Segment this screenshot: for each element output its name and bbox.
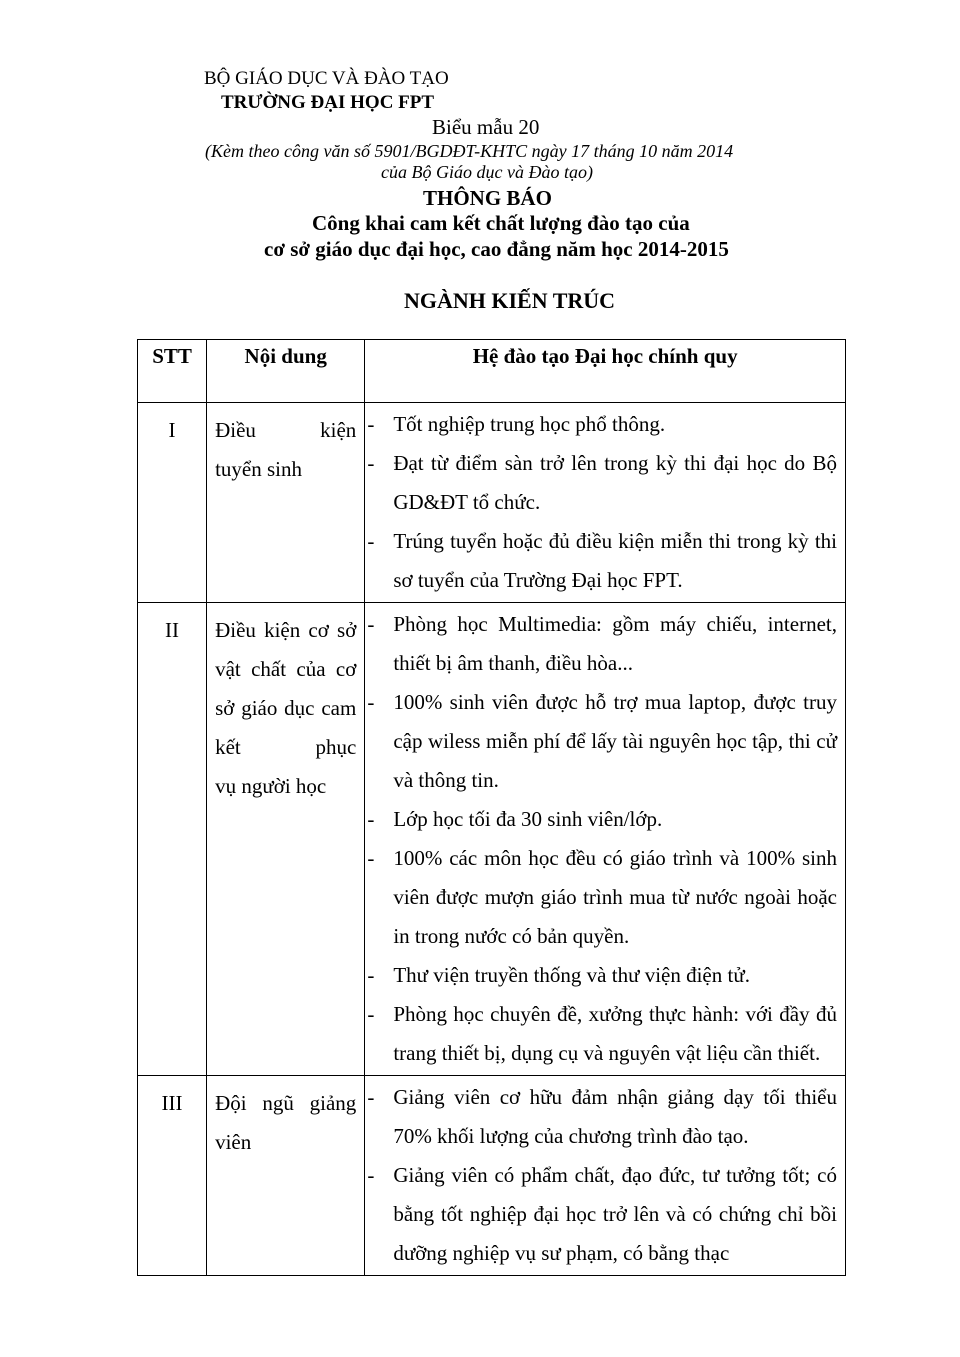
list-item: - Thư viện truyền thống và thư viện điện tử. — [367, 963, 750, 987]
list-item-text: Thư viện truyền thống và thư viện điện tử. — [393, 963, 750, 987]
list-item-text: Trúng tuyển hoặc đủ điều kiện miễn thi trong kỳ thi sơ tuyển của Trường Đại học FPT. — [393, 529, 837, 592]
header-program: Hệ đào tạo Đại học chính quy — [365, 340, 846, 403]
list-item-text: 100% các môn học đều có giáo trình và 100% sinh viên được mượn giáo trình mua từ nước ngoài hoặc in trong nước có bản quyền. — [393, 846, 837, 948]
list-item: - Trúng tuyển hoặc đủ điều kiện miễn thi trong kỳ thi sơ tuyển của Trường Đại học FPT. — [367, 529, 837, 592]
row-stt: III — [138, 1076, 207, 1276]
list-item: - Tốt nghiệp trung học phổ thông. — [367, 412, 666, 436]
list-item-text: 100% sinh viên được hỗ trợ mua laptop, được truy cập wiless miễn phí để lấy tài nguyên học tập, thi cử và thông tin. — [393, 690, 837, 792]
row-stt: II — [138, 603, 207, 1076]
list-item-text: Phòng học chuyên đề, xưởng thực hành: với đầy đủ trang thiết bị, dụng cụ và nguyên vật liệu cần thiết. — [393, 1002, 837, 1065]
list-item-text: Lớp học tối đa 30 sinh viên/lớp. — [393, 807, 663, 831]
notice-title: THÔNG BÁO — [423, 186, 552, 210]
reference-line-2: của Bộ Giáo dục và Đào tạo) — [381, 162, 593, 182]
form-number: Biểu mẫu 20 — [432, 115, 540, 139]
row-content-text-end: vụ người học — [215, 774, 327, 798]
list-item: - Lớp học tối đa 30 sinh viên/lớp. — [367, 807, 663, 831]
list-item: - Đạt từ điểm sàn trở lên trong kỳ thi đại học do Bộ GD&ĐT tổ chức. — [367, 451, 837, 514]
row-content — [207, 1076, 365, 1276]
row-content-text: Đội ngũ giảng — [215, 1091, 357, 1115]
row-content-text: Điều kiện — [215, 418, 357, 442]
table-row — [138, 403, 846, 603]
list-item-text: Tốt nghiệp trung học phổ thông. — [393, 412, 666, 436]
list-item: - Giảng viên có phẩm chất, đạo đức, tư tưởng tốt; có bằng tốt nghiệp đại học trở lên và có chứng chỉ bồi dưỡng nghiệp vụ sư phạm, có bằng thạc — [367, 1163, 837, 1265]
list-item-text: Giảng viên cơ hữu đảm nhận giảng dạy tối thiểu 70% khối lượng của chương trình đào tạo. — [393, 1085, 837, 1148]
row-details — [365, 403, 846, 603]
row-content-text-end: viên — [215, 1130, 252, 1154]
header-content: Nội dung — [207, 340, 365, 403]
list-item-text: Đạt từ điểm sàn trở lên trong kỳ thi đại học do Bộ GD&ĐT tổ chức. — [393, 451, 837, 514]
row-details — [365, 603, 846, 1076]
list-item-text: Giảng viên có phẩm chất, đạo đức, tư tưởng tốt; có bằng tốt nghiệp đại học trở lên và có chứng chỉ bồi dưỡng nghiệp vụ sư phạm, có bằng thạc — [393, 1163, 837, 1265]
reference-line-1: (Kèm theo công văn số 5901/BGDĐT-KHTC ngày 17 tháng 10 năm 2014 — [205, 141, 734, 161]
list-item: - 100% sinh viên được hỗ trợ mua laptop, được truy cập wiless miễn phí để lấy tài nguyên học tập, thi cử và thông tin. — [367, 690, 837, 792]
header-stt: STT — [138, 340, 207, 403]
notice-subtitle-line-1: Công khai cam kết chất lượng đào tạo của — [312, 211, 690, 235]
row-content-text: Điều kiện cơ sở vật chất của cơ sở giáo dục cam kết phục — [215, 618, 357, 759]
list-item-text: Phòng học Multimedia: gồm máy chiếu, internet, thiết bị âm thanh, điều hòa... — [393, 612, 837, 675]
ministry-name: BỘ GIÁO DỤC VÀ ĐÀO TẠO — [204, 68, 449, 89]
table-row — [138, 603, 846, 1076]
table-header-row — [138, 340, 846, 403]
commitment-table — [137, 339, 846, 1276]
notice-subtitle-line-2: cơ sở giáo dục đại học, cao đẳng năm học 2014-2015 — [264, 237, 729, 261]
row-stt: I — [138, 403, 207, 603]
list-item: - Phòng học chuyên đề, xưởng thực hành: với đầy đủ trang thiết bị, dụng cụ và nguyên vật liệu cần thiết. — [367, 1002, 837, 1065]
row-content — [207, 403, 365, 603]
list-item: - 100% các môn học đều có giáo trình và 100% sinh viên được mượn giáo trình mua từ nước ngoài hoặc in trong nước có bản quyền. — [367, 846, 837, 948]
row-content — [207, 603, 365, 1076]
row-details — [365, 1076, 846, 1276]
major-title: NGÀNH KIẾN TRÚC — [404, 288, 616, 313]
list-item: - Phòng học Multimedia: gồm máy chiếu, internet, thiết bị âm thanh, điều hòa... — [367, 612, 837, 675]
table-row — [138, 1076, 846, 1276]
school-name: TRƯỜNG ĐẠI HỌC FPT — [221, 92, 435, 113]
row-content-text-end: tuyển sinh — [215, 457, 303, 481]
list-item: - Giảng viên cơ hữu đảm nhận giảng dạy tối thiểu 70% khối lượng của chương trình đào tạo. — [367, 1085, 837, 1148]
